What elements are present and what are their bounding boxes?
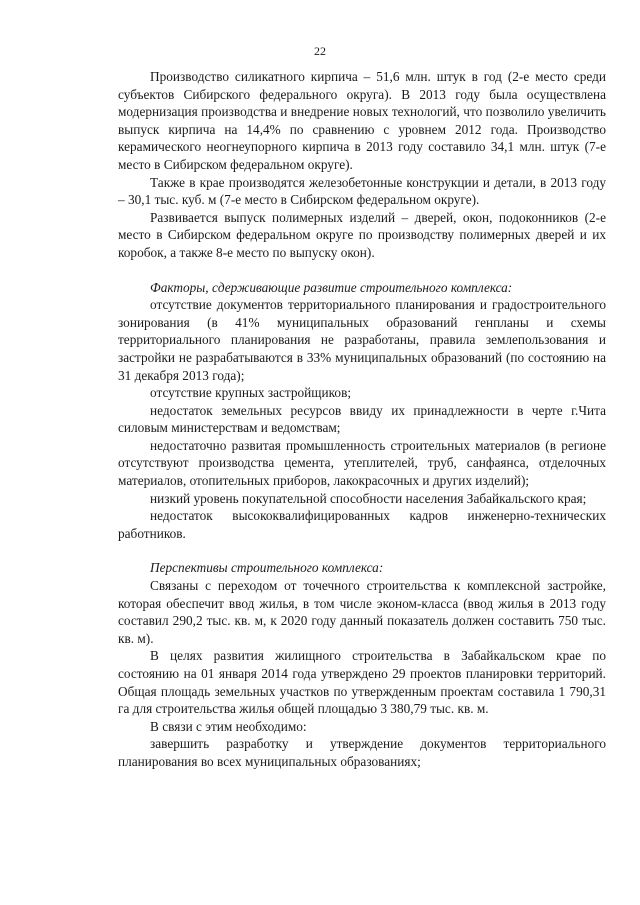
prospects-paragraph: В связи с этим необходимо: (150, 718, 307, 734)
factor-item: отсутствие документов территориального планирования и градостроительного зонирования (в 41% муниципальных образований генпланы и схемы территориального планирования не разработаны, правила землепользования и застройки не разрабатываются в 33% муниципальных образований (по состоянию на 31 декабря 2013 года); (118, 297, 606, 383)
prospects-paragraph: завершить разработку и утверждение документов территориального планирования во всех муниципальных образованиях; (118, 736, 606, 769)
factor-item: недостаток высококвалифицированных кадров инженерно-технических работников. (118, 508, 606, 541)
prospects-paragraph: Связаны с переходом от точечного строительства к комплексной застройке, которая обеспечит ввод жилья, в том числе эконом-класса (ввод жилья в 2013 году составил 290,2 тыс. кв. м, к 2020 году данный показатель должен составить 750 тыс. кв. м). (118, 578, 606, 646)
intro-paragraph-concrete: Также в крае производятся железобетонные конструкции и детали, в 2013 году – 30,1 тыс. куб. м (7-е место в Сибирском федеральном округе). (118, 174, 606, 208)
factors-heading: Факторы, сдерживающие развитие строительного комплекса: (150, 279, 513, 295)
prospects-paragraph: В целях развития жилищного строительства в Забайкальском крае по состоянию на 01 января 2014 года утверждено 29 проектов планировки территорий. Общая площадь земельных участков по утвержденным проектам составила 1 790,31 га для строительства жилья общей площадью 3 380,79 тыс. кв. м. (118, 648, 606, 717)
factor-item: низкий уровень покупательной способности населения Забайкальского края; (150, 490, 587, 506)
page-number: 22 (314, 44, 326, 58)
intro-paragraph-polymer: Развивается выпуск полимерных изделий – дверей, окон, подоконников (2-е место в Сибирском федеральном округе по производству полимерных дверей и их коробок, а также 8-е место по выпуску окон). (118, 209, 606, 260)
factor-item: отсутствие крупных застройщиков; (150, 385, 352, 401)
factor-item: недостаточно развитая промышленность строительных материалов (в регионе отсутствуют производства цемента, утеплителей, труб, санфаянса, отделочных материалов, отопительных приборов, лакокрасочных и других изделий); (118, 437, 606, 489)
prospects-heading: Перспективы строительного комплекса: (150, 560, 384, 576)
intro-paragraph-silicate-brick: Производство силикатного кирпича – 51,6 млн. штук в год (2-е место среди субъектов Сибирского федерального округа). В 2013 году была осуществлена модернизация производства и внедрение новых технологий, что позволило увеличить выпуск кирпича на 14,4% по сравнению с уровнем 2012 года. Производство керамического неогнеупорного кирпича в 2013 году составило 34,1 млн. штук (7-е место в Сибирском федеральном округе). (118, 69, 606, 172)
page-content (118, 68, 606, 771)
factor-item: недостаток земельных ресурсов ввиду их принадлежности в черте г.Чита силовым министерствам и ведомствам; (118, 402, 606, 436)
